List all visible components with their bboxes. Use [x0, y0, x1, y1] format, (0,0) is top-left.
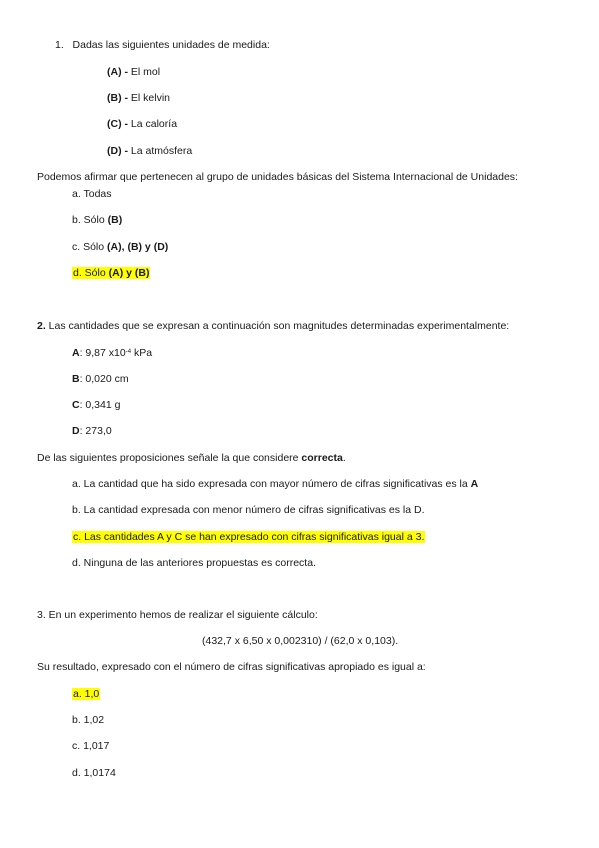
q1-option-c: c. Sólo (A), (B) y (D)	[72, 241, 169, 253]
q1-question: Podemos afirmar que pertenecen al grupo de unidades básicas del Sistema Internacional de Unidades:	[37, 171, 518, 183]
q1-unit-a: (A) - El mol	[107, 66, 161, 78]
q2-option-d: d. Ninguna de las anteriores propuestas es correcta.	[72, 557, 316, 569]
q2-quantity-a: A: 9,87 $x10^{-4}$ kPa	[72, 347, 153, 359]
q1-unit-c: (C) - La caloría	[107, 118, 178, 130]
q1-unit-d: (D) - La atmósfera	[107, 145, 193, 157]
q2-quantity-c: C: 0,341 g	[72, 399, 121, 411]
q1-option-d	[72, 266, 150, 280]
q1-number: 1.	[55, 39, 64, 51]
q3-question: Su resultado, expresado con el número de cifras significativas apropiado es igual a:	[37, 661, 426, 673]
q2-number: 2.	[37, 320, 46, 332]
q2-quantity-d: D: 273,0	[72, 425, 112, 437]
q3-option-a-highlight: a. 1,0	[73, 688, 100, 700]
q3-option-c: c. 1,017	[72, 740, 110, 752]
q2-question: De las siguientes proposiciones señale la que considere correcta.	[37, 452, 346, 464]
q2-stem-text: Las cantidades que se expresan a continuación son magnitudes determinadas experimentalmente:	[45, 320, 510, 332]
q3-formula: (432,7 x 6,50 x 0,002310) / (62,0 x 0,103).	[202, 635, 399, 647]
q2-stem	[37, 319, 509, 333]
q2-quantity-b: B: 0,020 cm	[72, 373, 129, 385]
q3-option-d: d. 1,0174	[72, 767, 116, 779]
q1-stem-text: Dadas las siguientes unidades de medida:	[72, 39, 270, 51]
q2-option-c	[72, 530, 425, 544]
q1-option-d-highlight: d. Sólo (A) y (B)	[73, 267, 150, 279]
q1-option-a: a. Todas	[72, 188, 112, 200]
q2-option-a: a. La cantidad que ha sido expresada con mayor número de cifras significativas es la A	[72, 478, 479, 490]
q1-unit-b: (B) - El kelvin	[107, 92, 171, 104]
q3-stem: 3. En un experimento hemos de realizar el siguiente cálculo:	[37, 609, 318, 621]
q3-option-a	[72, 687, 100, 701]
q3-option-b: b. 1,02	[72, 714, 105, 726]
q2-option-c-highlight: c. Las cantidades A y C se han expresado con cifras significativas igual a 3.	[73, 531, 425, 543]
q1-option-b: b. Sólo (B)	[72, 214, 123, 226]
q2-option-b: b. La cantidad expresada con menor número de cifras significativas es la D.	[72, 504, 425, 516]
q1-stem	[55, 38, 270, 52]
